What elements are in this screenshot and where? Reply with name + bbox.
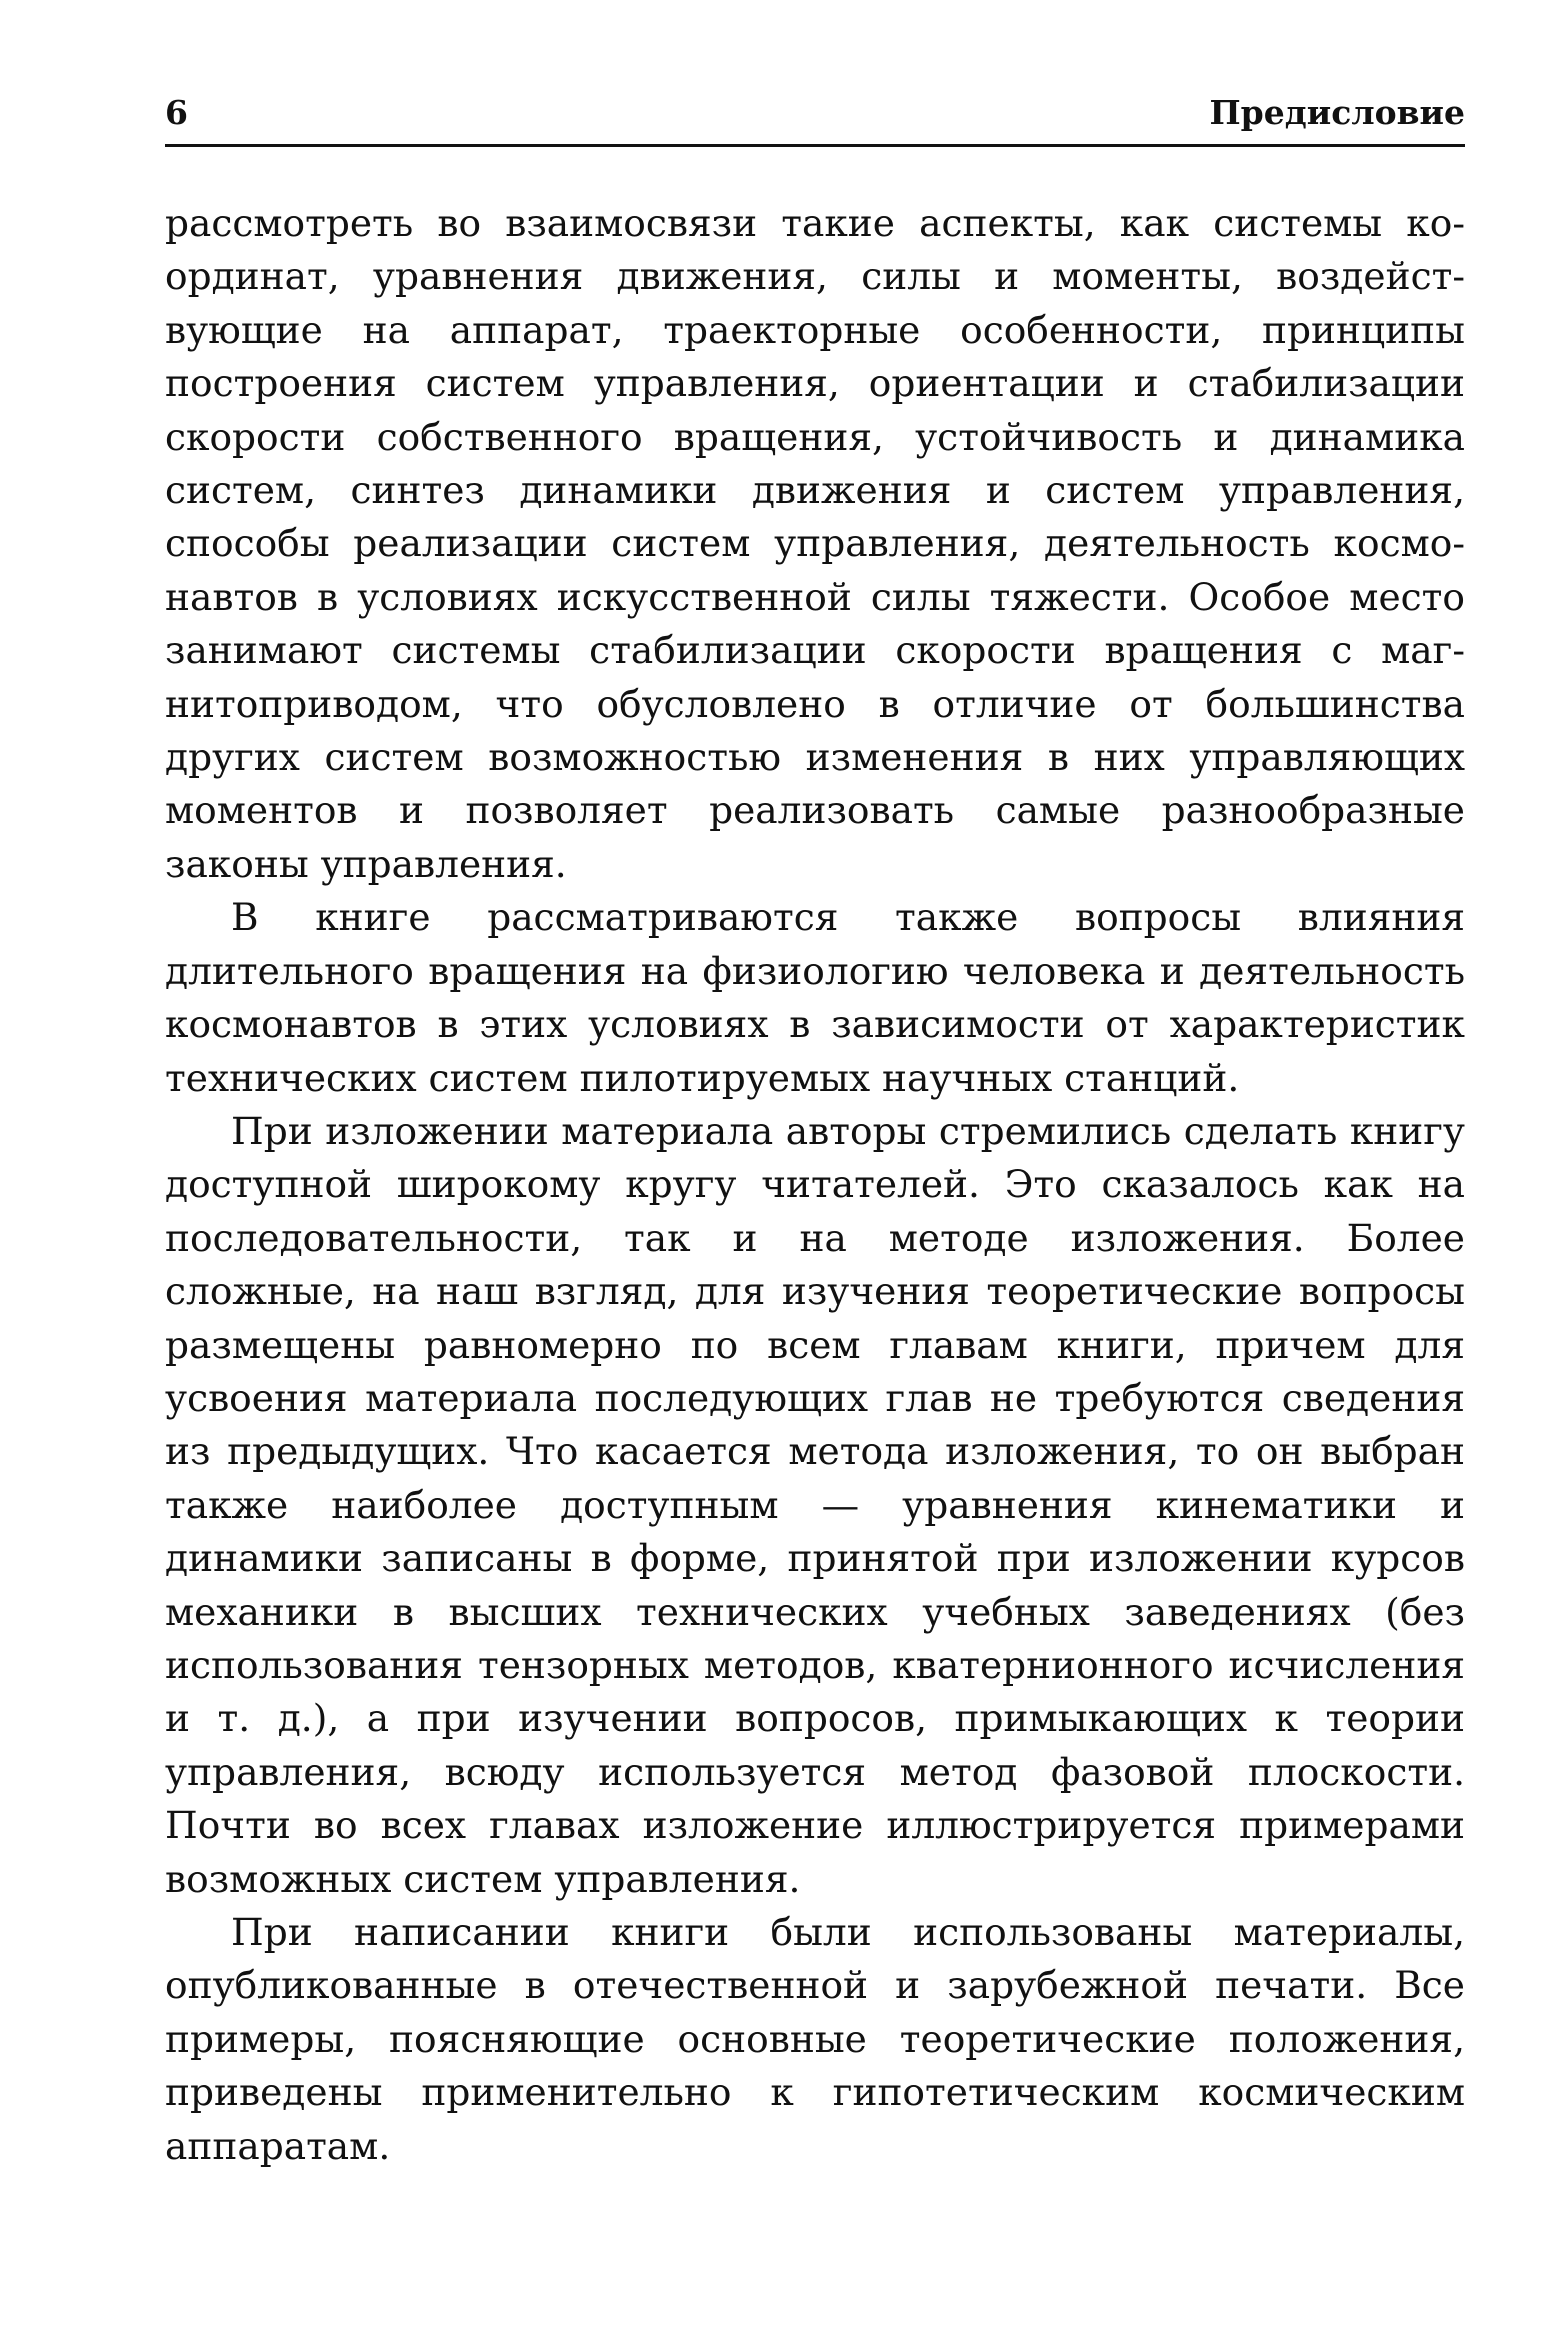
running-head bbox=[165, 88, 1465, 138]
header-rule bbox=[165, 144, 1465, 147]
paragraph: При написании книги были использованы материалы, опубликованные в отечественной и зарубежной печати. Все примеры, поясняющие основные теоретические положения, приведены применительно к гипотетическим космическим аппаратам. bbox=[165, 1910, 1465, 2168]
body-text bbox=[165, 197, 1465, 2173]
page-number: 6 bbox=[165, 93, 188, 132]
paragraph-continued: рассмотреть во взаимосвязи такие аспекты, как системы координат, уравнения движения, силы и моменты, воздействующие на аппарат, траекторные особенности, принципы построения систем управления, ориентации и стабилизации скорости собственного вращения, устойчивость и динамика систем, синтез динамики движения и систем управления, способы реализации систем управления, деятельность космонавтов в условиях искусственной силы тяжести. Особое место занимают системы стабилизации скорости вращения с магнитоприводом, что обусловлено в отличие от большинства других систем возможностью изменения в них управляющих моментов и позволяет реализовать самые разнообразные законы управления. bbox=[165, 201, 1465, 886]
section-title: Предисловие bbox=[1209, 93, 1465, 132]
paragraph: В книге рассматриваются также вопросы влияния длительного вращения на физиологию человека и деятельность космонавтов в этих условиях в зависимости от характеристик технических систем пилотируемых научных станций. bbox=[165, 895, 1465, 1100]
paragraph: При изложении материала авторы стремились сделать книгу доступной широкому кругу читателей. Это сказалось как на последовательности, так и на методе изложения. Более сложные, на наш взгляд, для изучения теоретические вопросы размещены равномерно по всем главам книги, причем для усвоения материала последующих глав не требуются сведения из предыдущих. Что касается метода изложения, то он выбран также наиболее доступным — уравнения кинематики и динамики записаны в форме, принятой при изложении курсов механики в высших технических учебных заведениях (без использования тензорных методов, кватернионного исчисления и т. д.), а при изучении вопросов, примыкающих к теории управления, всюду используется метод фазовой плоскости. Почти во всех главах изложение иллюстрируется примерами возможных систем управления. bbox=[165, 1108, 1465, 1901]
